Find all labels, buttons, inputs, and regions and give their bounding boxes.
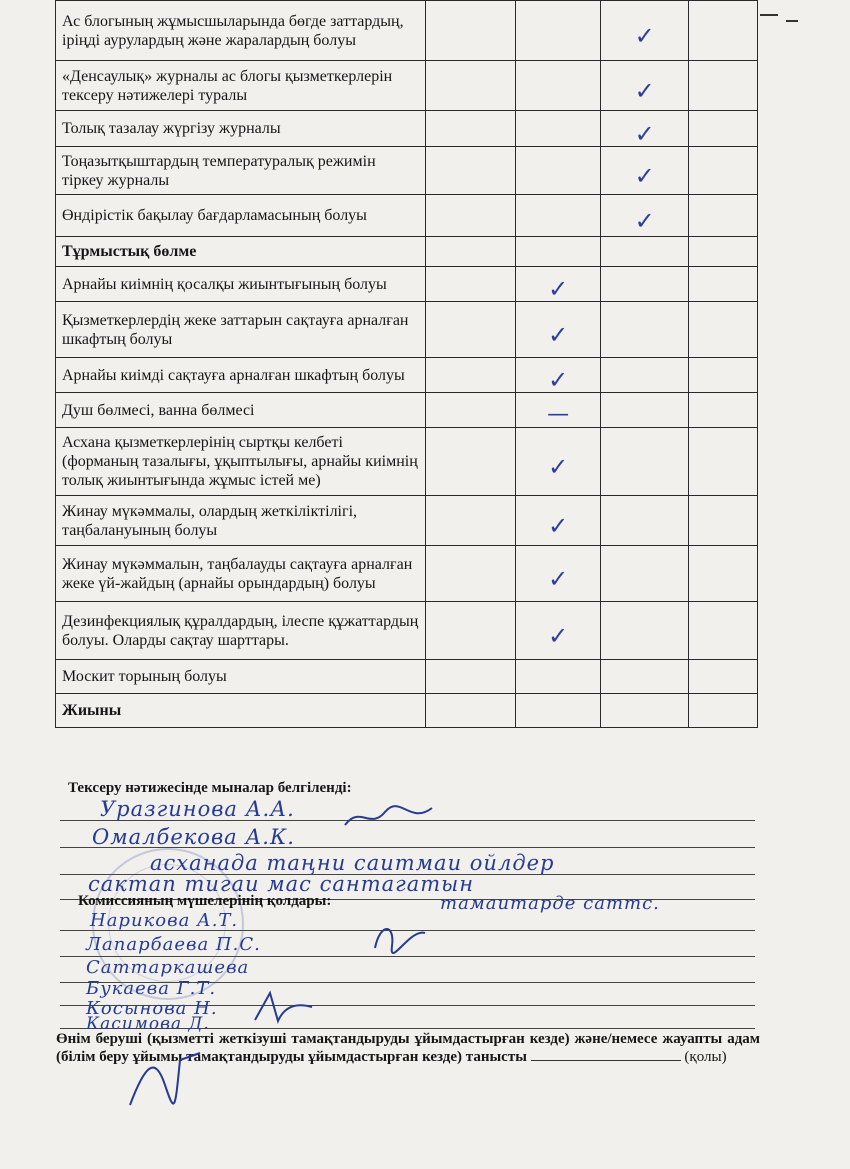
row-label: Душ бөлмесі, ванна бөлмесі [56, 393, 426, 428]
checkmark-icon: ✓ [548, 564, 569, 593]
mark-cell [688, 267, 757, 302]
mark-cell [688, 61, 757, 111]
row-label: Өндірістік бақылау бағдарламасының болуы [56, 195, 426, 237]
mark-cell [515, 694, 601, 728]
mark-cell [515, 393, 601, 428]
mark-cell [601, 111, 688, 147]
mark-cell [601, 546, 688, 602]
mark-cell [515, 61, 601, 111]
mark-cell [515, 428, 601, 496]
mark-cell [426, 496, 516, 546]
mark-cell [688, 358, 757, 393]
checkmark-icon: ✓ [548, 511, 569, 540]
total-row [56, 694, 758, 728]
checkmark-icon: ✓ [548, 366, 569, 394]
mark-cell [601, 1, 688, 61]
mark-cell [515, 660, 601, 694]
mark-cell [688, 546, 757, 602]
row-label: Тұрмыстық бөлме [56, 237, 426, 267]
table-row [56, 496, 758, 546]
mark-cell [601, 660, 688, 694]
mark-cell [426, 602, 516, 660]
checkmark-icon: ✓ [548, 320, 569, 349]
member-name-1: Нарикова А.Т. [90, 910, 239, 931]
mark-cell [426, 237, 516, 267]
mark-cell [515, 358, 601, 393]
mark-cell [601, 428, 688, 496]
footer-signature [120, 1045, 210, 1115]
mark-cell [601, 694, 688, 728]
table-row [56, 267, 758, 302]
row-label: Арнайы киімнің қосалқы жиынтығының болуы [56, 267, 426, 302]
row-label: Қызметкерлердің жеке заттарын сақтауға арналған шкафтың болуы [56, 302, 426, 358]
table-row [56, 61, 758, 111]
signature-line [531, 1060, 681, 1061]
checkmark-icon: ✓ [548, 452, 569, 481]
mark-cell [426, 1, 516, 61]
row-label: Жинау мүкәммалын, таңбалауды сақтауға арналған жеке үй-жайдың (арнайы орындардың) болуы [56, 546, 426, 602]
inspection-checklist-table [55, 0, 758, 728]
row-label: Дезинфекциялық құралдардың, ілеспе құжаттардың болуы. Оларды сақтау шарттары. [56, 602, 426, 660]
notes-section [68, 780, 758, 797]
signature-caption: (қолы) [684, 1049, 727, 1065]
mark-cell [515, 111, 601, 147]
handwritten-note-2: Омалбекова А.К. [92, 825, 295, 849]
mark-cell [688, 428, 757, 496]
table-row [56, 660, 758, 694]
checkmark-icon: ✓ [634, 206, 655, 235]
member-name-6: Касимова Д. [86, 1014, 210, 1034]
checkmark-icon: ✓ [634, 21, 655, 50]
handwritten-note-5: тамаитарде саттс. [440, 893, 660, 914]
table-row [56, 302, 758, 358]
mark-cell [601, 195, 688, 237]
row-label: Жинау мүкәммалы, олардың жеткіліктілігі, таңбалануының болуы [56, 496, 426, 546]
row-label: Толық тазалау жүргізу журналы [56, 111, 426, 147]
mark-cell [601, 358, 688, 393]
row-label: Москит торының болуы [56, 660, 426, 694]
member-name-5: Косынова Н. [86, 998, 218, 1019]
table-row [56, 546, 758, 602]
mark-cell [426, 358, 516, 393]
mark-cell [688, 496, 757, 546]
row-label: Арнайы киімді сақтауға арналған шкафтың болуы [56, 358, 426, 393]
mark-cell [426, 393, 516, 428]
row-label: «Денсаулық» журналы ас блогы қызметкерлерін тексеру нәтижелері туралы [56, 61, 426, 111]
mark-cell [426, 195, 516, 237]
signature-scribble [340, 800, 440, 834]
mark-cell [688, 237, 757, 267]
table-row [56, 428, 758, 496]
section-row [56, 237, 758, 267]
mark-cell [688, 111, 757, 147]
mark-cell [601, 237, 688, 267]
handwritten-note-4: сактап тигаи мас сантагатын [88, 872, 475, 896]
mark-cell [601, 61, 688, 111]
mark-cell [515, 267, 601, 302]
mark-cell [515, 602, 601, 660]
row-label: Асхана қызметкерлерінің сыртқы келбеті (форманың тазалығы, ұқыптылығы, арнайы киімнің толық жиынтығында жұмыс істей ме) [56, 428, 426, 496]
table-row [56, 393, 758, 428]
checkmark-icon: ✓ [634, 76, 655, 105]
mark-cell [515, 147, 601, 195]
mark-cell [426, 61, 516, 111]
mark-cell [601, 267, 688, 302]
corner-mark [786, 20, 798, 22]
mark-cell [426, 111, 516, 147]
corner-mark [760, 14, 778, 16]
mark-cell [515, 496, 601, 546]
mark-cell [426, 546, 516, 602]
member-name-4: Букаева Г.Т. [86, 978, 217, 999]
mark-cell [688, 694, 757, 728]
mark-cell [601, 147, 688, 195]
footer-text: Өнім беруші (қызметті жеткізуші тамақтандыруды ұйымдастырған кезде) және/немесе жауапты адам (білім беру ұйымы тамақтандыруды ұйымдастырған кезде) танысты [56, 1031, 760, 1065]
signature-scribble [370, 918, 430, 954]
mark-cell [601, 393, 688, 428]
mark-cell [601, 496, 688, 546]
row-label: Жиыны [56, 694, 426, 728]
mark-cell [688, 660, 757, 694]
mark-cell [426, 267, 516, 302]
row-label: Тоңазытқыштардың температуралық режимін тіркеу журналы [56, 147, 426, 195]
table-row [56, 111, 758, 147]
mark-cell [426, 428, 516, 496]
notes-title: Тексеру нәтижесінде мыналар белгіленді: [68, 780, 352, 796]
checkmark-icon: ✓ [634, 161, 655, 190]
member-name-3: Саттаркашева [86, 957, 250, 978]
mark-cell [515, 546, 601, 602]
handwritten-note-3: асханада таңни саитмаи ойлдер [150, 851, 555, 875]
handwritten-note-1: Уразгинова А.А. [100, 797, 295, 821]
mark-cell [515, 302, 601, 358]
mark-cell [688, 195, 757, 237]
mark-cell [688, 302, 757, 358]
mark-cell [688, 1, 757, 61]
row-label: Ас блогының жұмысшыларында бөгде заттардың, іріңді аурулардың және жаралардың болуы [56, 1, 426, 61]
signature-scribble [250, 985, 320, 1029]
table-row [56, 1, 758, 61]
mark-cell [515, 195, 601, 237]
mark-cell [426, 147, 516, 195]
mark-cell [515, 237, 601, 267]
checkmark-icon: ✓ [548, 621, 569, 650]
mark-cell [426, 302, 516, 358]
mark-cell [601, 302, 688, 358]
table-row [56, 602, 758, 660]
mark-cell [601, 602, 688, 660]
dash-mark: — [547, 402, 570, 427]
mark-cell [426, 660, 516, 694]
mark-cell [688, 393, 757, 428]
members-title: Комиссияның мүшелерінің қолдары: [78, 893, 332, 909]
mark-cell [688, 147, 757, 195]
table-row [56, 195, 758, 237]
mark-cell [426, 694, 516, 728]
mark-cell [688, 602, 757, 660]
checkmark-icon: ✓ [548, 275, 569, 303]
table-row [56, 358, 758, 393]
table-row [56, 147, 758, 195]
member-name-2: Лапарбаева П.С. [86, 934, 261, 955]
checkmark-icon: ✓ [634, 119, 655, 148]
mark-cell [515, 1, 601, 61]
